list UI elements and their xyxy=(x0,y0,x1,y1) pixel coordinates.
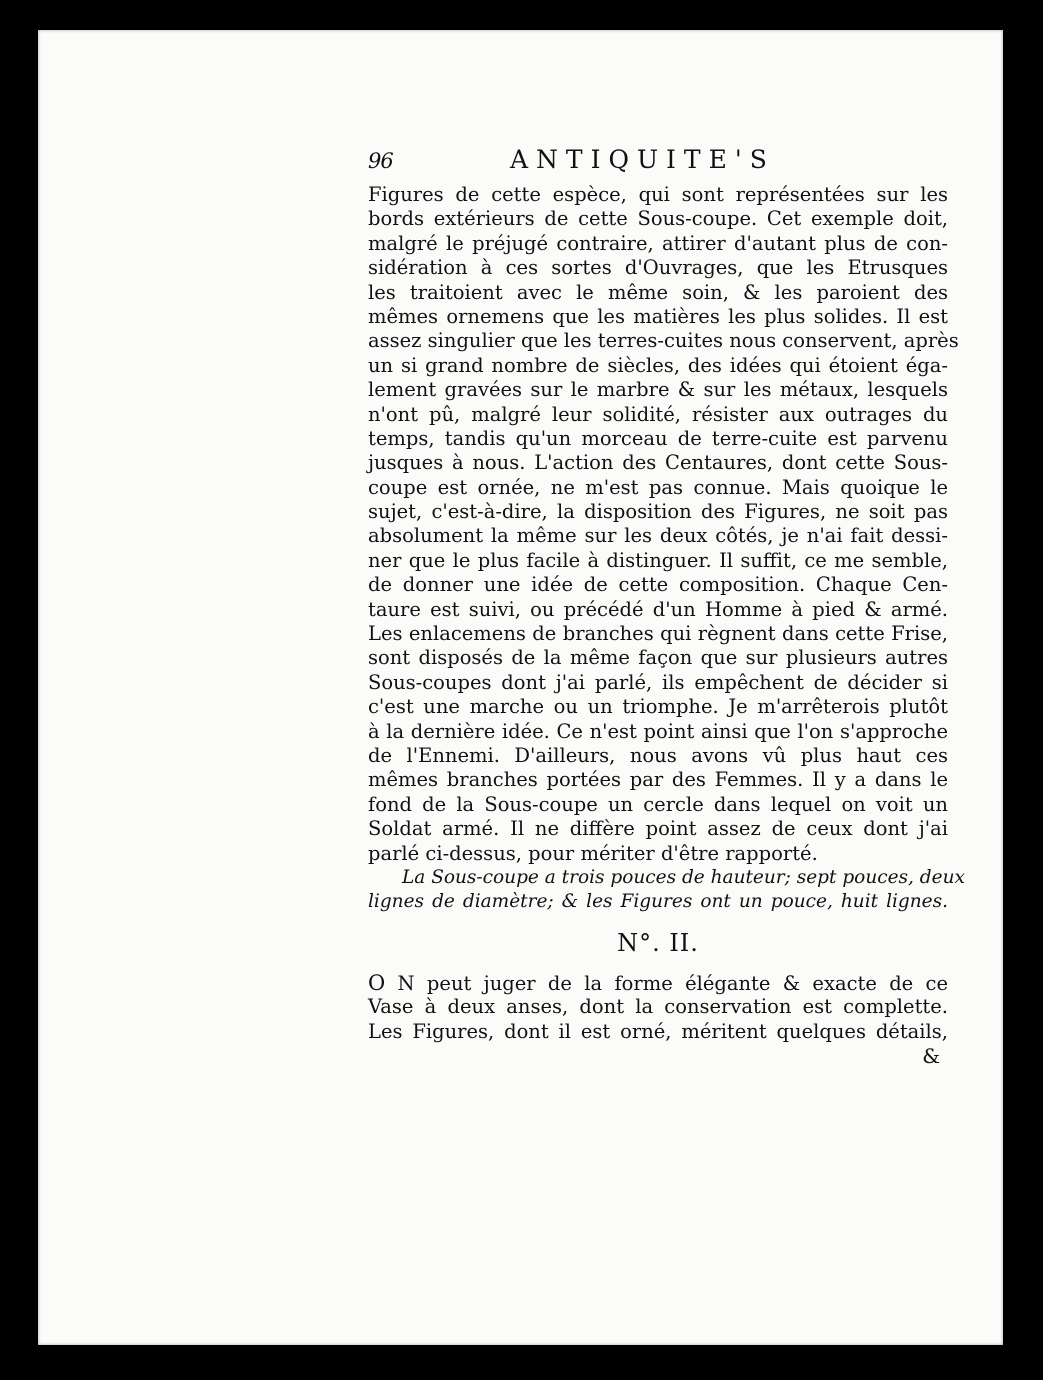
first-line-rest: N peut juger de la forme élégante & exacte de ce xyxy=(397,971,948,995)
text-line: ner que le plus facile à distinguer. Il suffit, ce me semble, xyxy=(368,548,948,572)
running-head xyxy=(368,145,948,179)
text-line: sont disposés de la même façon que sur plusieurs autres xyxy=(368,646,948,670)
running-title: ANTIQUITE'S xyxy=(510,145,775,174)
dimensions-caption xyxy=(368,866,965,915)
text-line: parlé ci-dessus, pour mériter d'être rapporté. xyxy=(368,841,818,865)
initial-letter: O xyxy=(368,970,386,995)
text-line: les traitoient avec le même soin, & les paroient des xyxy=(368,280,948,304)
text-line: sujet, c'est-à-dire, la disposition des Figures, ne soit pas xyxy=(368,500,948,524)
text-line: mêmes branches portées par des Femmes. Il y a dans le xyxy=(368,768,948,792)
text-line: malgré le préjugé contraire, attirer d'autant plus de con- xyxy=(368,231,948,255)
book-page xyxy=(38,30,1003,1345)
text-line: c'est une marche ou un triomphe. Je m'arrêterois plutôt xyxy=(368,695,948,719)
text-line: taure est suivi, ou précédé d'un Homme à pied & armé. xyxy=(368,597,948,621)
text-line: absolument la même sur les deux côtés, je n'ai fait dessi- xyxy=(368,524,948,548)
text-line: coupe est ornée, ne m'est pas connue. Mais quoique le xyxy=(368,475,948,499)
text-line: mêmes ornemens que les matières les plus solides. Il est xyxy=(368,304,948,328)
text-line: Figures de cette espèce, qui sont représentées sur les xyxy=(368,183,948,206)
text-line: de l'Ennemi. D'ailleurs, nous avons vû plus haut ces xyxy=(368,743,948,767)
text-line: Soldat armé. Il ne diffère point assez de ceux dont j'ai xyxy=(368,817,948,841)
text-line xyxy=(368,971,948,995)
text-line: lement gravées sur le marbre & sur les métaux, lesquels xyxy=(368,378,948,402)
text-line: Sous-coupes dont j'ai parlé, ils empêchent de décider si xyxy=(368,670,948,694)
caption-line: lignes de diamètre; & les Figures ont un pouce, huit lignes. xyxy=(368,891,948,913)
text-line: Les Figures, dont il est orné, méritent quelques détails, xyxy=(368,1019,948,1043)
text-line: Vase à deux anses, dont la conservation est complette. xyxy=(368,995,948,1019)
text-line: sidération à ces sortes d'Ouvrages, que les Etrusques xyxy=(368,256,948,280)
text-line: bords extérieurs de cette Sous-coupe. Cet exemple doit, xyxy=(368,207,948,231)
caption-line: La Sous-coupe a trois pouces de hauteur; sept pouces, deux xyxy=(402,866,965,888)
text-line: Les enlacemens de branches qui règnent dans cette Frise, xyxy=(368,622,948,646)
paragraph-2 xyxy=(368,971,948,1044)
text-line: jusques à nous. L'action des Centaures, dont cette Sous- xyxy=(368,451,948,475)
text-block xyxy=(368,145,965,1068)
catchword: & xyxy=(922,1043,940,1068)
text-line: temps, tandis qu'un morceau de terre-cuite est parvenu xyxy=(368,426,948,450)
section-heading: N°. II. xyxy=(617,928,699,957)
page-number: 96 xyxy=(368,149,393,173)
text-line: à la dernière idée. Ce n'est point ainsi que l'on s'approche xyxy=(368,719,948,743)
text-line: assez singulier que les terres-cuites nous conservent, après xyxy=(368,329,959,353)
text-line: fond de la Sous-coupe un cercle dans lequel on voit un xyxy=(368,792,948,816)
paragraph-1 xyxy=(368,183,959,866)
text-line: un si grand nombre de siècles, des idées qui étoient éga- xyxy=(368,353,948,377)
text-line: de donner une idée de cette composition. Chaque Cen- xyxy=(368,573,948,597)
text-line: n'ont pû, malgré leur solidité, résister aux outrages du xyxy=(368,402,948,426)
